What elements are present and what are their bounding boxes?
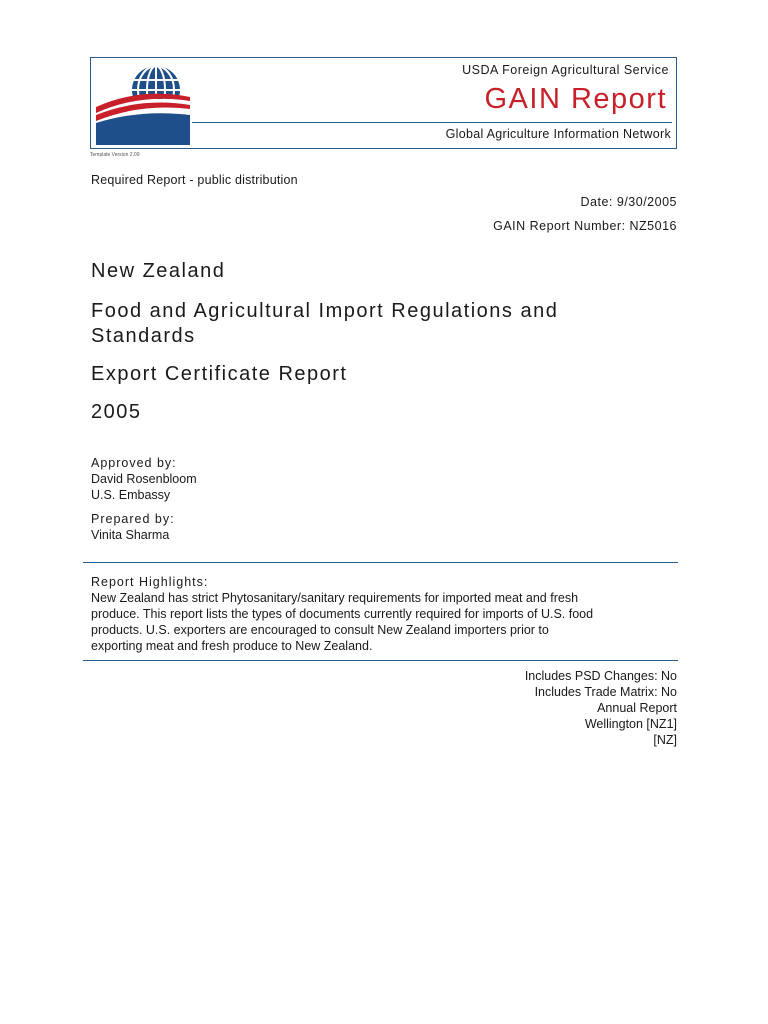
report-date: Date: 9/30/2005: [580, 195, 677, 209]
highlights-top-divider: [83, 562, 678, 563]
preparer-name: Vinita Sharma: [91, 528, 170, 542]
network-name: Global Agriculture Information Network: [445, 127, 671, 141]
highlights-text: New Zealand has strict Phytosanitary/sanitary requirements for imported meat and fresh produce. This report lists the types of documents currently required for imports of U.S. food products. U.S. exporters are encouraged to consult New Zealand importers prior to exporting meat and fresh produce to New Zealand.: [91, 591, 594, 653]
highlights-label: Report Highlights:: [91, 575, 209, 589]
country-heading: New Zealand: [91, 260, 226, 282]
header-divider: [192, 122, 672, 123]
prepared-label: Prepared by:: [91, 512, 175, 526]
psd-changes: Includes PSD Changes: No: [524, 669, 677, 683]
report-frequency: Annual Report: [597, 701, 677, 715]
template-version: Template Version 2.09: [90, 152, 140, 158]
post-location: Wellington [NZ1]: [584, 717, 677, 731]
region-code: [NZ]: [653, 733, 677, 747]
report-header: [90, 57, 677, 149]
report-number: GAIN Report Number: NZ5016: [493, 219, 677, 233]
subject-heading: Food and Agricultural Import Regulations and Standards: [91, 300, 559, 347]
report-type-heading: Export Certificate Report: [91, 363, 348, 385]
prepared-block: [91, 511, 175, 543]
trade-matrix: Includes Trade Matrix: No: [534, 685, 677, 699]
approved-label: Approved by:: [91, 456, 177, 470]
distribution-note: Required Report - public distribution: [91, 173, 298, 187]
report-title: GAIN Report: [484, 83, 667, 115]
globe-flag-logo-icon: [96, 63, 190, 145]
report-metadata: [525, 668, 677, 748]
agency-name: USDA Foreign Agricultural Service: [462, 63, 669, 77]
report-highlights: [91, 574, 681, 654]
approved-block: [91, 455, 197, 503]
year-heading: 2005: [91, 401, 142, 423]
approver-name: David Rosenbloom: [91, 472, 197, 486]
highlights-bottom-divider: [83, 660, 678, 661]
approver-org: U.S. Embassy: [91, 488, 171, 502]
